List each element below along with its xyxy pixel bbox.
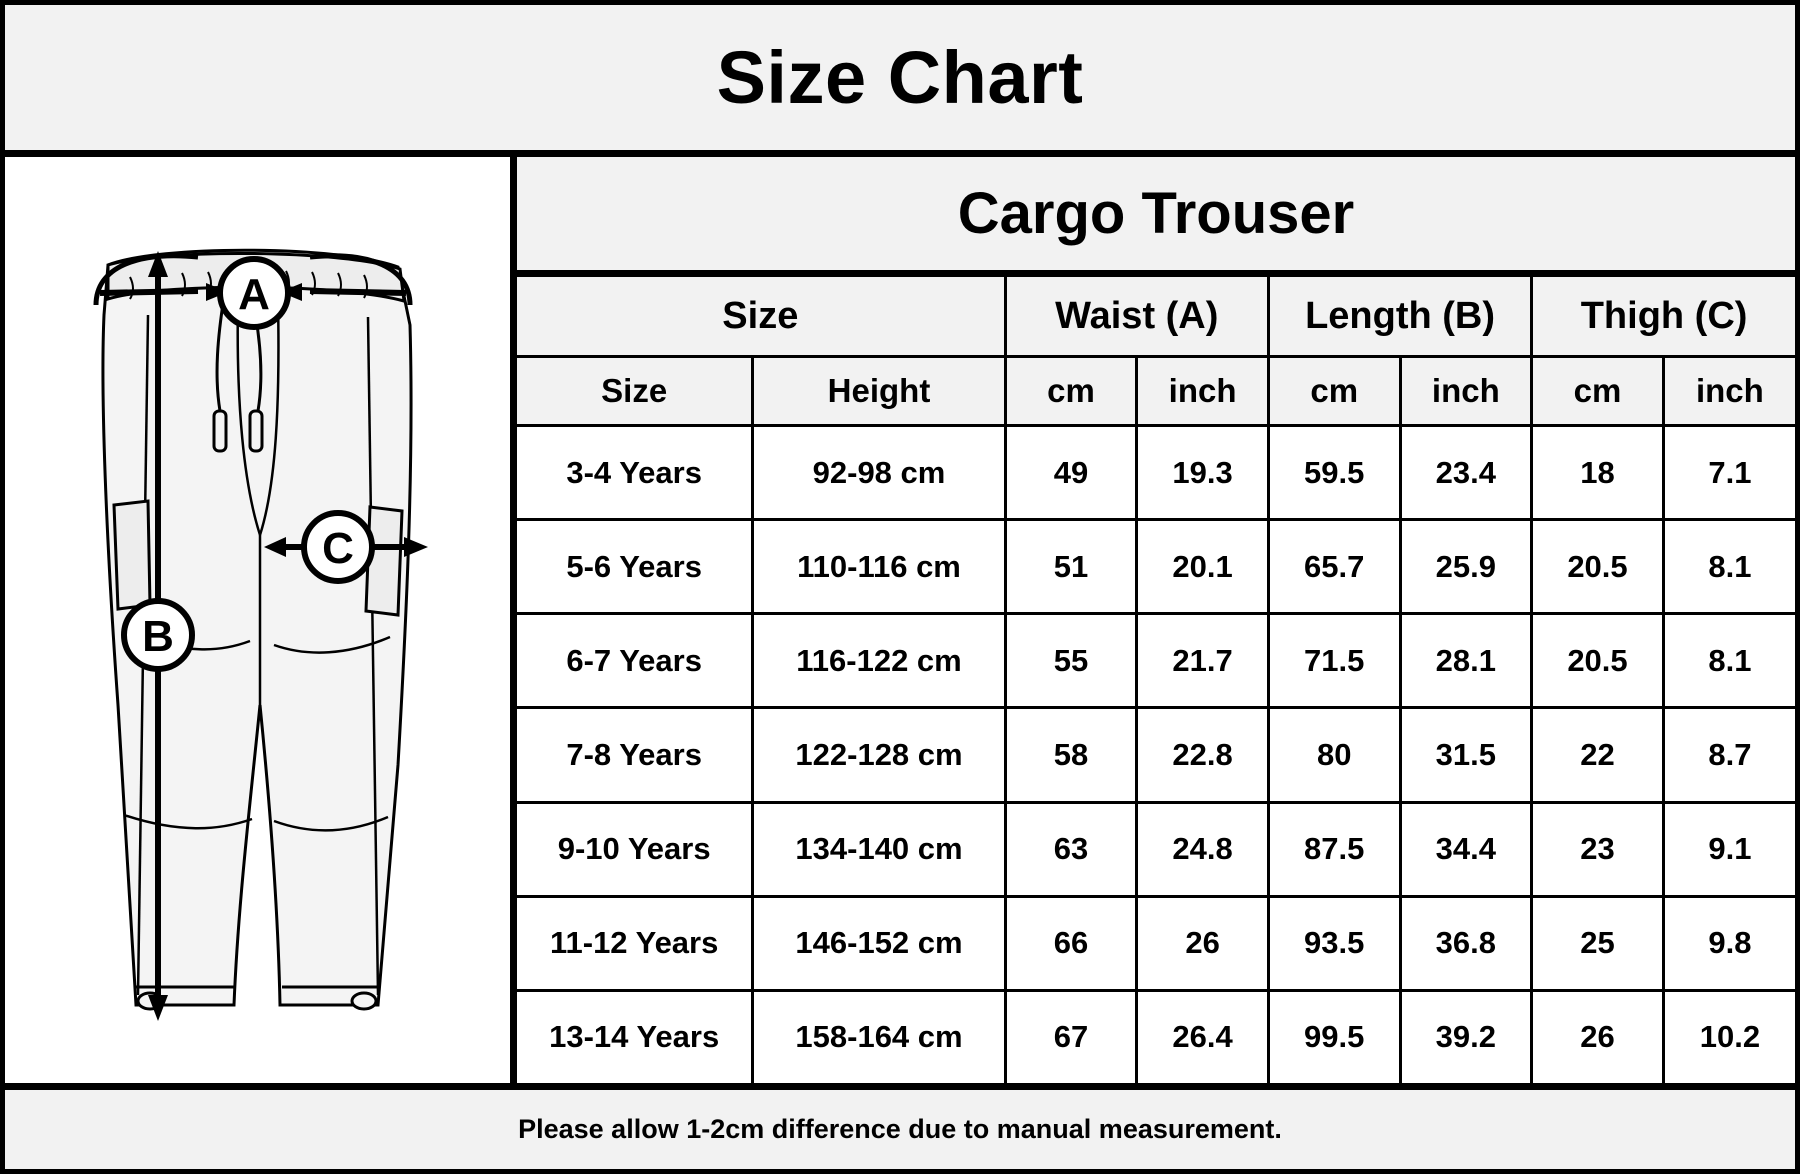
cell-length-cm: 80 [1268,708,1400,802]
cell-thigh-cm: 23 [1532,802,1664,896]
svg-text:B: B [141,612,174,661]
cell-thigh-cm: 20.5 [1532,520,1664,614]
size-table [517,277,1795,1083]
cell-size: 11-12 Years [517,896,753,990]
cell-waist-inch: 20.1 [1137,520,1269,614]
cell-length-cm: 59.5 [1268,426,1400,520]
cell-thigh-inch: 8.7 [1663,708,1795,802]
group-header-size: Size [517,277,1005,357]
cell-thigh-cm: 22 [1532,708,1664,802]
cell-waist-cm: 63 [1005,802,1137,896]
cell-thigh-cm: 20.5 [1532,614,1664,708]
svg-text:C: C [321,524,354,573]
cell-waist-cm: 55 [1005,614,1137,708]
cell-height: 158-164 cm [753,990,1005,1083]
cell-thigh-inch: 7.1 [1663,426,1795,520]
cell-waist-cm: 58 [1005,708,1137,802]
cell-thigh-cm: 18 [1532,426,1664,520]
table-group-header-row [517,277,1795,357]
cell-waist-cm: 49 [1005,426,1137,520]
cell-waist-inch: 26.4 [1137,990,1269,1083]
cell-thigh-cm: 25 [1532,896,1664,990]
group-header-length: Length (B) [1268,277,1531,357]
cell-waist-inch: 22.8 [1137,708,1269,802]
cell-height: 146-152 cm [753,896,1005,990]
cell-size: 6-7 Years [517,614,753,708]
cell-height: 116-122 cm [753,614,1005,708]
cell-waist-inch: 26 [1137,896,1269,990]
cell-length-inch: 25.9 [1400,520,1532,614]
sub-header-height: Height [753,357,1005,426]
sub-header-waist-cm: cm [1005,357,1137,426]
table-row [517,990,1795,1083]
group-header-thigh: Thigh (C) [1532,277,1795,357]
cell-length-inch: 34.4 [1400,802,1532,896]
cell-thigh-inch: 9.8 [1663,896,1795,990]
cell-length-cm: 99.5 [1268,990,1400,1083]
svg-text:A: A [237,270,270,319]
cell-height: 134-140 cm [753,802,1005,896]
cell-waist-cm: 67 [1005,990,1137,1083]
table-row [517,520,1795,614]
sub-header-thigh-inch: inch [1663,357,1795,426]
cell-height: 92-98 cm [753,426,1005,520]
sub-header-thigh-cm: cm [1532,357,1664,426]
footer-bar [5,1083,1795,1169]
cell-size: 9-10 Years [517,802,753,896]
cell-size: 5-6 Years [517,520,753,614]
cargo-trouser-drawing [38,205,478,1035]
cell-waist-cm: 66 [1005,896,1137,990]
cell-waist-inch: 21.7 [1137,614,1269,708]
cell-length-inch: 23.4 [1400,426,1532,520]
table-pane [517,157,1795,1083]
product-title-bar [517,157,1795,277]
table-head [517,277,1795,426]
cell-thigh-cm: 26 [1532,990,1664,1083]
cell-waist-cm: 51 [1005,520,1137,614]
table-body [517,426,1795,1084]
table-row [517,708,1795,802]
cell-height: 110-116 cm [753,520,1005,614]
cell-length-inch: 28.1 [1400,614,1532,708]
table-row [517,614,1795,708]
cell-thigh-inch: 10.2 [1663,990,1795,1083]
group-header-waist: Waist (A) [1005,277,1268,357]
sub-header-waist-inch: inch [1137,357,1269,426]
cell-length-cm: 65.7 [1268,520,1400,614]
chart-body [5,157,1795,1083]
cell-length-inch: 31.5 [1400,708,1532,802]
cell-waist-inch: 24.8 [1137,802,1269,896]
cell-height: 122-128 cm [753,708,1005,802]
table-row [517,896,1795,990]
sub-header-size: Size [517,357,753,426]
sub-header-length-cm: cm [1268,357,1400,426]
page-title: Size Chart [716,35,1084,119]
cell-waist-inch: 19.3 [1137,426,1269,520]
garment-illustration [5,157,517,1083]
cell-length-inch: 39.2 [1400,990,1532,1083]
title-bar [5,5,1795,157]
cell-size: 7-8 Years [517,708,753,802]
cell-length-cm: 93.5 [1268,896,1400,990]
product-name: Cargo Trouser [957,180,1355,246]
cell-size: 3-4 Years [517,426,753,520]
cell-length-cm: 87.5 [1268,802,1400,896]
sub-header-length-inch: inch [1400,357,1532,426]
cell-thigh-inch: 8.1 [1663,614,1795,708]
table-row [517,802,1795,896]
cell-size: 13-14 Years [517,990,753,1083]
cell-thigh-inch: 9.1 [1663,802,1795,896]
cell-length-inch: 36.8 [1400,896,1532,990]
cell-length-cm: 71.5 [1268,614,1400,708]
measurement-disclaimer: Please allow 1-2cm difference due to manual measurement. [518,1114,1282,1144]
cell-thigh-inch: 8.1 [1663,520,1795,614]
table-sub-header-row [517,357,1795,426]
table-row [517,426,1795,520]
